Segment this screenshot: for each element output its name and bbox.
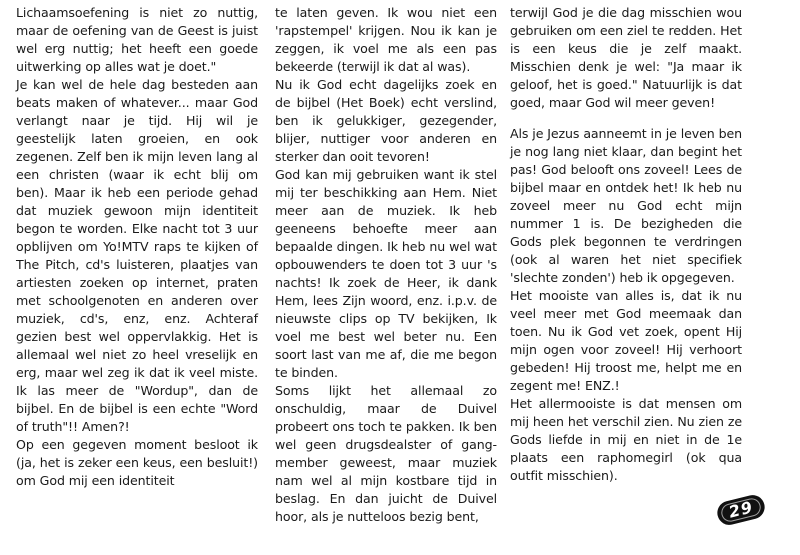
page-number-badge	[715, 493, 767, 528]
page-number: 29	[726, 497, 755, 522]
column-3-paragraph-3: Het mooiste van alles is, dat ik nu veel meer met God meemaak dan toen. Nu ik God vet zoek, opent Hij mijn ogen voor zoveel! Hij verhoort gebeden! Hij troost me, helpt me en zegent me! ENZ.!	[510, 288, 742, 393]
column-2-paragraph-3: God kan mij gebruiken want ik stel mij ter beschikking aan Hem. Niet meer aan de muziek. Ik heb geeneens behoefte meer aan bepaalde dingen. Ik heb nu wel wat opbouwenders te doen tot 3 uur 's nachts! Ik zoek de Heer, ik dank Hem, lees Zijn woord, enz. i.p.v. de nieuwste clips op TV bekijken, Ik voel me best wel beter nu. Een soort last van me af, die me begon te binden.	[275, 167, 497, 380]
column-2-paragraph-2: Nu ik God echt dagelijks zoek en de bijbel (Het Boek) echt verslind, ben ik gelukkiger, gezegender, blijer, nuttiger voor anderen en sterker dan ooit tevoren!	[275, 77, 497, 164]
column-1-paragraph-3: Op een gegeven moment besloot ik (ja, het is zeker een keus, een besluit!) om God mij een identiteit	[16, 437, 258, 488]
column-3-paragraph-1: terwijl God je die dag misschien wou gebruiken om een ziel te redden. Het is een keus die je zelf maakt. Misschien denk je wel: "Ja maar ik geloof, het is goed." Natuurlijk is dat goed, maar God wil meer geven!	[510, 5, 742, 110]
column-2-paragraph-1: te laten geven. Ik wou niet een 'rapstempel' krijgen. Nou ik kan je zeggen, ik voel me als een pas bekeerde (terwijl ik dat al was).	[275, 5, 497, 74]
article-column-2	[275, 4, 497, 526]
column-1-paragraph-2: Je kan wel de hele dag besteden aan beats maken of whatever... maar God verlangt naar je tijd. Hij wil je geestelijk laten groeien, en ook zegenen. Zelf ben ik mijn leven lang al een christen (waar ik echt blij om ben). Maar ik heb een periode gehad dat muziek gewoon mijn identiteit begon te worden. Elke nacht tot 3 uur opblijven om Yo!MTV raps te kijken of The Pitch, cd's luisteren, plaatjes van artiesten zoeken op internet, praten met schoolgenoten en anderen over muziek, cd's, enz, enz. Achteraf gezien best wel oppervlakkig. Het is allemaal wel niet zo heel vreselijk en erg, maar wel zeg ik dat ik veel miste. Ik las meer de "Wordup", dan de bijbel. En de bijbel is een echte "Word of truth"!! Amen?!	[16, 77, 258, 434]
column-1-paragraph-1: Lichaamsoefening is niet zo nuttig, maar de oefening van de Geest is juist wel erg nuttig; het heeft een goede uitwerking op alles wat je doet."	[16, 5, 258, 74]
column-3-paragraph-2: Als je Jezus aanneemt in je leven ben je nog lang niet klaar, dan begint het pas! God belooft ons zoveel! Lees de bijbel maar en ontdek het! Ik heb nu zoveel meer nu God echt mijn nummer 1 is. De bezigheden die Gods plek begonnen te verdringen (ook al waren het niet specifiek 'slechte zonden') heb ik opgegeven.	[510, 126, 742, 285]
article-column-3	[510, 4, 742, 485]
column-2-paragraph-4: Soms lijkt het allemaal zo onschuldig, maar de Duivel probeert ons toch te pakken. Ik ben wel geen drugsdealster of gang-member geweest, maar muziek nam wel al mijn kostbare tijd in beslag. En dan juicht de Duivel hoor, als je nutteloos bezig bent,	[275, 383, 497, 524]
article-column-1	[16, 4, 258, 490]
column-3-paragraph-4: Het allermooiste is dat mensen om mij heen het verschil zien. Nu zien ze Gods liefde in mij en niet in de 1e plaats een raphomegirl (ok qua outfit misschien).	[510, 396, 742, 483]
